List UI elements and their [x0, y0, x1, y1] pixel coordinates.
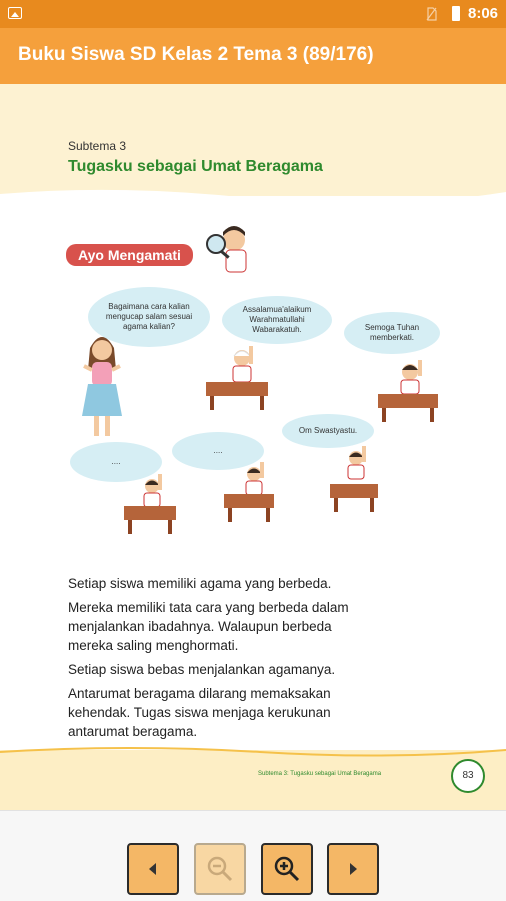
app-bar [0, 28, 506, 84]
no-sim-icon [426, 7, 437, 21]
header-wave-decoration [0, 184, 506, 214]
book-page[interactable] [0, 84, 506, 810]
subtema-title: Tugasku sebagai Umat Beragama [68, 158, 323, 175]
bottom-toolbar [0, 810, 506, 901]
chevron-right-icon [347, 862, 359, 876]
student-desk-4 [224, 494, 274, 508]
image-notification-icon [8, 7, 22, 19]
status-bar [0, 0, 506, 28]
footer-wave-decoration [0, 744, 506, 758]
paragraph-2: Mereka memiliki tata cara yang berbeda dalam menjalankan ibadahnya. Walaupun berbeda mereka saling menghormati. [68, 600, 349, 653]
battery-icon [452, 6, 460, 21]
speech-bubble-student-5: Om Swastyastu. [282, 414, 374, 448]
chevron-left-icon [147, 862, 159, 876]
zoom-out-icon [205, 854, 235, 884]
section-label-ayo-mengamati: Ayo Mengamati [66, 244, 193, 266]
paragraph-1: Setiap siswa memiliki agama yang berbeda. [68, 576, 332, 591]
zoom-in-icon [272, 854, 302, 884]
student-illustration-5 [340, 446, 376, 482]
student-desk-2 [378, 394, 438, 408]
student-illustration-2 [392, 358, 432, 398]
speech-bubble-student-4: .... [172, 432, 264, 470]
boy-with-magnifier-illustration [196, 220, 256, 280]
student-illustration-4 [238, 462, 274, 498]
subtema-label: Subtema 3 [68, 139, 127, 153]
zoom-in-button[interactable] [261, 843, 313, 895]
app-title: Buku Siswa SD Kelas 2 Tema 3 (89/176) [18, 44, 374, 65]
paragraph-4: Antarumat beragama dilarang memaksakan kehendak. Tugas siswa menjaga kerukunan antarumat beragama. [68, 686, 331, 739]
speech-bubble-student-3: .... [70, 442, 162, 482]
student-desk-1 [206, 382, 268, 396]
page-footer-band [0, 750, 506, 810]
speech-bubble-student-2: Semoga Tuhan memberkati. [344, 312, 440, 354]
teacher-illustration [74, 330, 130, 442]
student-desk-5 [330, 484, 378, 498]
previous-page-button[interactable] [127, 843, 179, 895]
next-page-button[interactable] [327, 843, 379, 895]
clock: 8:06 [468, 5, 499, 22]
footer-subtema-label: Subtema 3: Tugasku sebagai Umat Beragama [258, 771, 382, 777]
student-illustration-3 [136, 474, 172, 510]
page-number-badge: 83 [451, 759, 485, 793]
zoom-out-button[interactable] [194, 843, 246, 895]
paragraph-3: Setiap siswa bebas menjalankan agamanya. [68, 662, 336, 677]
student-desk-3 [124, 506, 176, 520]
speech-bubble-teacher: Bagaimana cara kalian mengucap salam sesuai agama kalian? [88, 287, 210, 347]
speech-bubble-student-1: Assalamua'alaikum Warahmatullahi Wabarakatuh. [222, 296, 332, 344]
